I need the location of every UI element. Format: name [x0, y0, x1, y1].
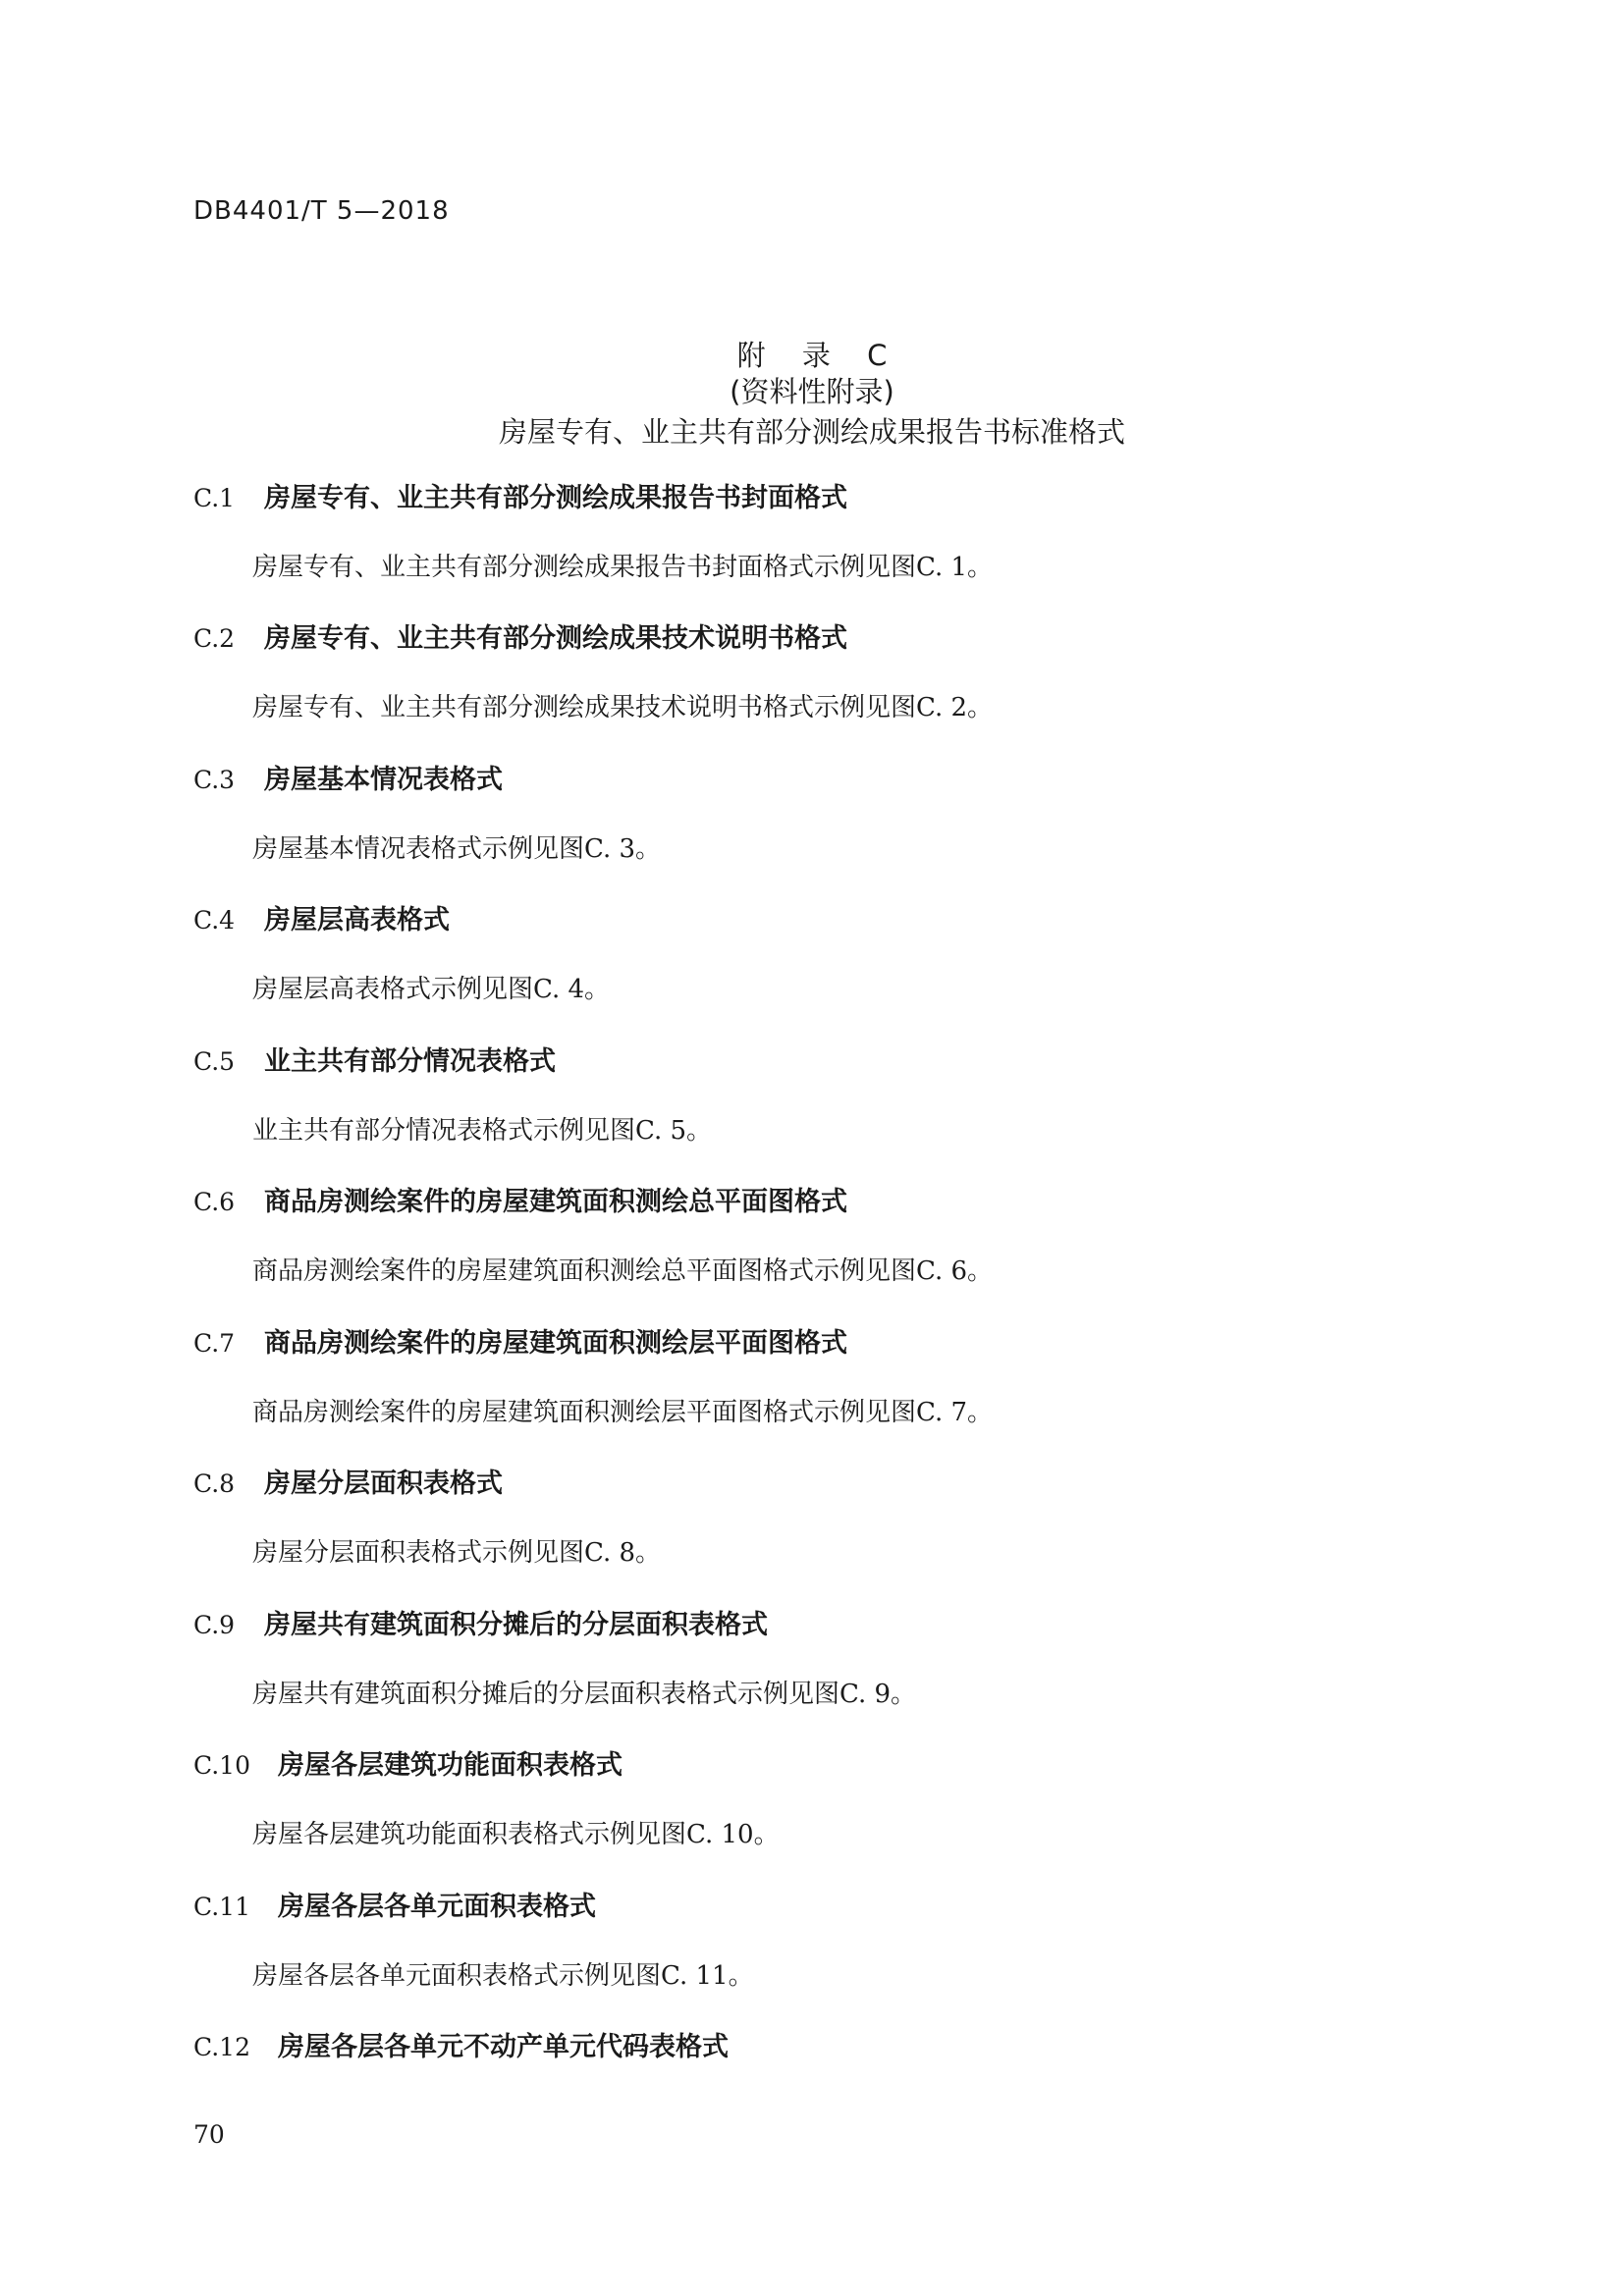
section-title: 房屋各层各单元面积表格式 [278, 1892, 596, 1922]
section-body: 商品房测绘案件的房屋建筑面积测绘总平面图格式示例见图C. 6。 [252, 1256, 994, 1286]
section-heading [193, 1042, 1431, 1082]
document-code: DB4401/T 5—2018 [193, 196, 450, 226]
section-heading [193, 1183, 1431, 1222]
section-heading [193, 1324, 1431, 1363]
appendix-title: 房屋专有、业主共有部分测绘成果报告书标准格式 [498, 415, 1125, 449]
section-c9 [193, 1606, 1431, 1714]
section-title: 房屋各层各单元不动产单元代码表格式 [278, 2032, 729, 2062]
appendix-nature: (资料性附录) [730, 375, 894, 408]
section-body: 房屋基本情况表格式示例见图C. 3。 [252, 834, 662, 864]
section-title: 房屋层高表格式 [264, 905, 450, 935]
section-heading [193, 1465, 1431, 1504]
section-title: 业主共有部分情况表格式 [264, 1046, 556, 1077]
section-c7 [193, 1324, 1431, 1432]
section-heading [193, 1606, 1431, 1645]
section-heading [193, 479, 1431, 518]
section-title: 商品房测绘案件的房屋建筑面积测绘总平面图格式 [264, 1187, 847, 1217]
section-number: C.11 [193, 1893, 250, 1921]
section-heading [193, 619, 1431, 659]
section-heading [193, 1746, 1431, 1786]
section-body: 房屋专有、业主共有部分测绘成果技术说明书格式示例见图C. 2。 [252, 693, 994, 722]
section-heading [193, 761, 1431, 800]
section-body: 业主共有部分情况表格式示例见图C. 5。 [252, 1116, 713, 1146]
section-number: C.12 [193, 2033, 250, 2061]
section-heading [193, 2028, 1431, 2067]
section-body: 房屋分层面积表格式示例见图C. 8。 [252, 1538, 662, 1568]
appendix-label: 附 录 C [736, 339, 901, 372]
section-c10 [193, 1746, 1431, 1854]
section-number: C.1 [193, 484, 236, 512]
section-c5 [193, 1042, 1431, 1150]
section-number: C.2 [193, 624, 236, 653]
section-c3 [193, 761, 1431, 869]
section-title: 房屋各层建筑功能面积表格式 [278, 1750, 623, 1781]
section-title: 房屋专有、业主共有部分测绘成果技术说明书格式 [264, 623, 847, 654]
page-number: 70 [193, 2120, 225, 2149]
section-number: C.10 [193, 1751, 250, 1780]
section-number: C.5 [193, 1047, 236, 1076]
section-number: C.4 [193, 906, 236, 934]
section-c1 [193, 479, 1431, 587]
section-title: 房屋基本情况表格式 [264, 765, 503, 795]
section-title: 房屋专有、业主共有部分测绘成果报告书封面格式 [264, 483, 847, 513]
section-c6 [193, 1183, 1431, 1291]
section-body: 房屋各层各单元面积表格式示例见图C. 11。 [252, 1961, 754, 1991]
section-number: C.6 [193, 1188, 236, 1216]
section-number: C.8 [193, 1469, 236, 1498]
section-body: 房屋层高表格式示例见图C. 4。 [252, 975, 611, 1004]
section-heading [193, 901, 1431, 940]
section-number: C.9 [193, 1611, 236, 1639]
section-c8 [193, 1465, 1431, 1573]
section-title: 房屋共有建筑面积分摊后的分层面积表格式 [264, 1610, 768, 1640]
section-heading [193, 1888, 1431, 1927]
section-body: 房屋专有、业主共有部分测绘成果报告书封面格式示例见图C. 1。 [252, 553, 994, 582]
section-c12 [193, 2028, 1431, 2067]
section-number: C.3 [193, 766, 236, 794]
section-body: 房屋各层建筑功能面积表格式示例见图C. 10。 [252, 1820, 780, 1849]
section-c4 [193, 901, 1431, 1009]
section-title: 房屋分层面积表格式 [264, 1468, 503, 1499]
section-number: C.7 [193, 1329, 236, 1358]
section-c2 [193, 619, 1431, 727]
section-body: 房屋共有建筑面积分摊后的分层面积表格式示例见图C. 9。 [252, 1680, 917, 1709]
section-title: 商品房测绘案件的房屋建筑面积测绘层平面图格式 [264, 1328, 847, 1359]
section-body: 商品房测绘案件的房屋建筑面积测绘层平面图格式示例见图C. 7。 [252, 1398, 994, 1427]
section-c11 [193, 1888, 1431, 1996]
